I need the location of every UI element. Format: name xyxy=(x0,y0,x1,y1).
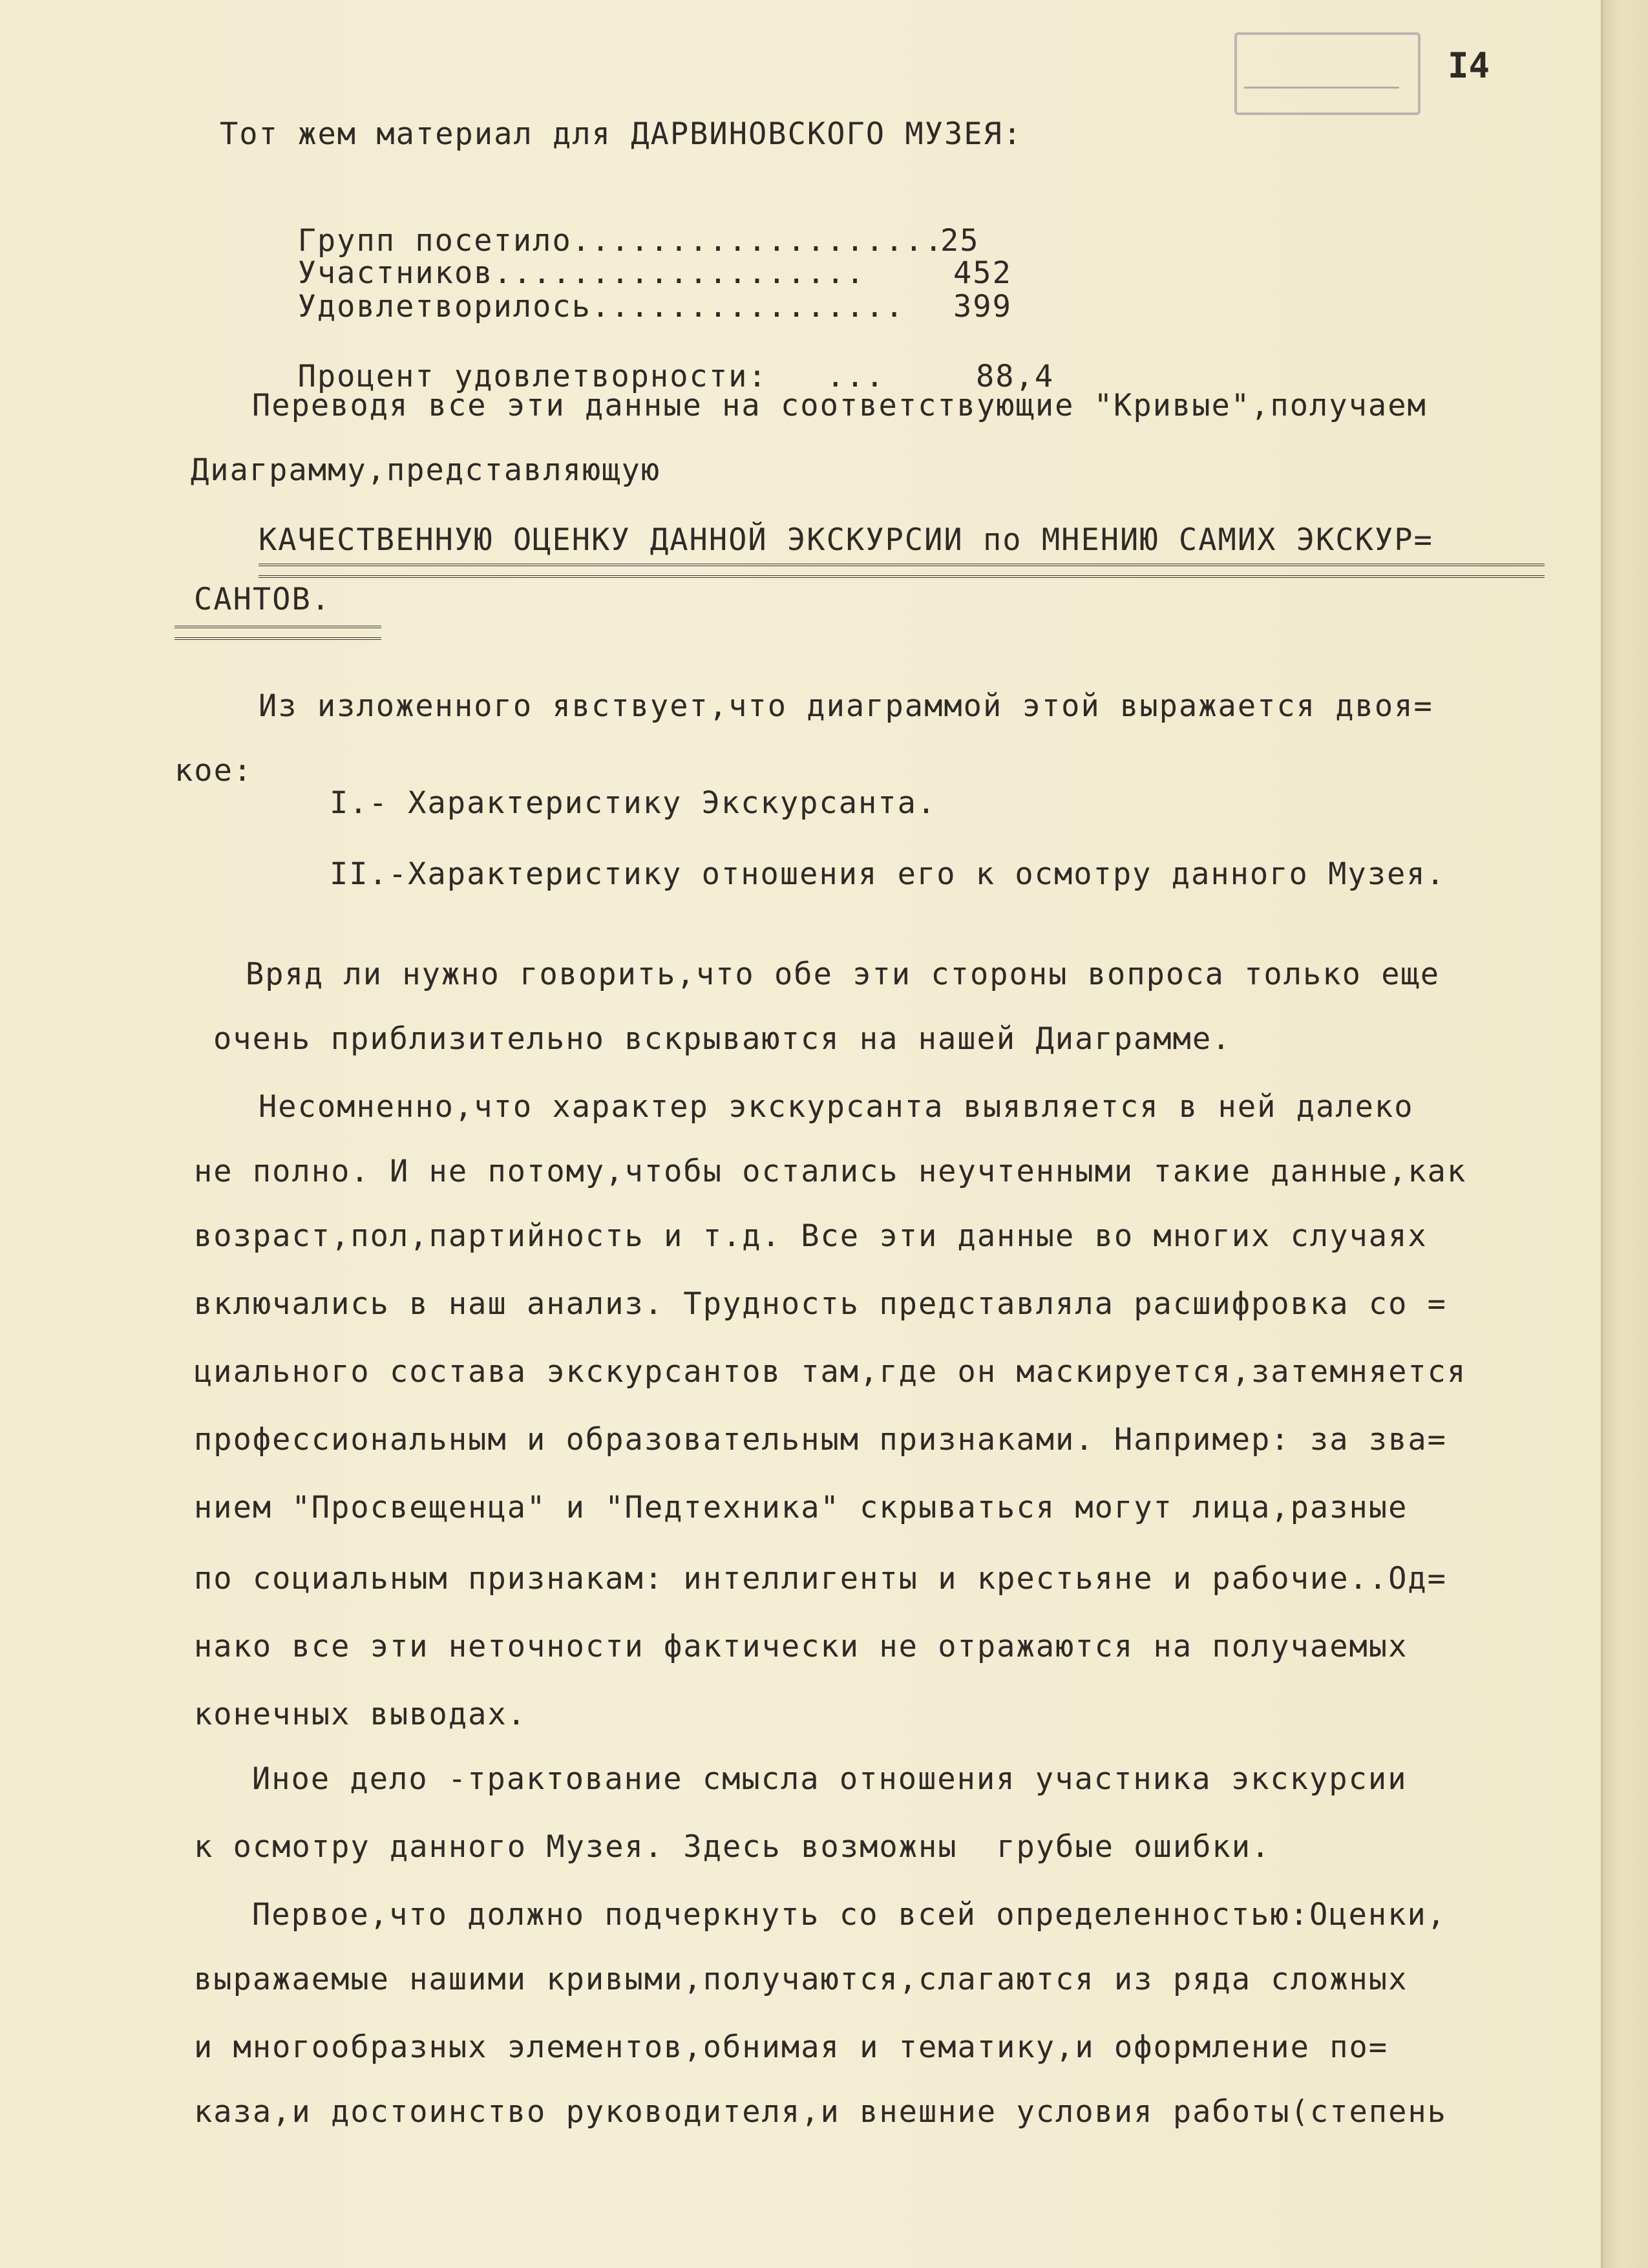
page-number: I4 xyxy=(1448,45,1490,86)
stat-label: Участников................... xyxy=(297,255,866,291)
paragraph-line: циального состава экскурсантов там,где он маскируется,затемняется xyxy=(194,1354,1467,1390)
paragraph-line: Переводя все эти данные на соответствующие "Кривые",получаем xyxy=(252,388,1427,423)
stat-label: Групп посетило................... xyxy=(297,223,944,259)
paragraph-line: Иное дело -трактование смысла отношения участника экскурсии xyxy=(252,1761,1408,1797)
stat-label: Удовлетворилось................ xyxy=(297,289,905,324)
paragraph-line: КАЧЕСТВЕННУЮ ОЦЕНКУ ДАННОЙ ЭКСКУРСИИ по МНЕНИЮ САМИХ ЭКСКУР= xyxy=(259,522,1433,558)
double-underline xyxy=(259,564,1545,578)
paragraph-line: включались в наш анализ. Трудность представляла расшифровка со = xyxy=(194,1286,1447,1322)
paragraph-line: САНТОВ. xyxy=(194,582,332,617)
paragraph-line: по социальным признакам: интеллигенты и крестьяне и рабочие..Од= xyxy=(194,1561,1447,1596)
paragraph-line: конечных выводах. xyxy=(194,1697,527,1732)
paragraph-line: каза,и достоинство руководителя,и внешние условия работы(степень xyxy=(194,2094,1447,2130)
paragraph-line: профессиональным и образовательным признаками. Например: за зва= xyxy=(194,1422,1447,1457)
stat-value: 88,4 xyxy=(976,359,1055,394)
paragraph-line: и многообразных элементов,обнимая и тематику,и оформление по= xyxy=(194,2030,1389,2065)
heading-line: Тот жем материал для ДАРВИНОВСКОГО МУЗЕЯ: xyxy=(220,116,1023,152)
archive-stamp xyxy=(1234,32,1421,115)
stamp-signature xyxy=(1243,54,1411,89)
paragraph-line: нако все эти неточности фактически не отражаются на получаемых xyxy=(194,1629,1408,1664)
paragraph-line: Первое,что должно подчеркнуть со всей определенностью:Оценки, xyxy=(252,1897,1447,1933)
paragraph-line: Несомненно,что характер экскурсанта выявляется в ней далеко xyxy=(259,1089,1414,1125)
paragraph-line: Вряд ли нужно говорить,что обе эти стороны вопроса только еще xyxy=(246,957,1441,992)
double-underline xyxy=(174,626,381,640)
page-edge-shadow xyxy=(1601,0,1648,2268)
paragraph-line: кое: xyxy=(174,753,253,789)
paragraph-line: I.- Характеристику Экскурсанта. xyxy=(330,785,937,821)
paragraph-line: к осмотру данного Музея. Здесь возможны грубые ошибки. xyxy=(194,1829,1271,1865)
stat-label: Процент удовлетворности: ... xyxy=(297,359,885,394)
paragraph-line: не полно. И не потому,чтобы остались неучтенными такие данные,как xyxy=(194,1154,1467,1189)
stat-percent xyxy=(259,323,1055,394)
stat-value: 452 xyxy=(953,255,1012,291)
stat-value: 399 xyxy=(953,289,1012,324)
paragraph-line: Из изложенного явствует,что диаграммой этой выражается двоя= xyxy=(259,688,1433,724)
paragraph-line: очень приблизительно вскрываются на нашей Диаграмме. xyxy=(213,1021,1232,1057)
paragraph-line: II.-Характеристику отношения его к осмотру данного Музея. xyxy=(330,856,1446,892)
stat-value: 25 xyxy=(940,223,980,259)
paragraph-line: возраст,пол,партийность и т.д. Все эти данные во многих случаях xyxy=(194,1218,1428,1254)
paragraph-line: нием "Просвещенца" и "Педтехника" скрываться могут лица,разные xyxy=(194,1490,1408,1525)
paragraph-line: Диаграмму,представляющую xyxy=(191,452,661,488)
paragraph-line: выражаемые нашими кривыми,получаются,слагаются из ряда сложных xyxy=(194,1962,1408,1997)
